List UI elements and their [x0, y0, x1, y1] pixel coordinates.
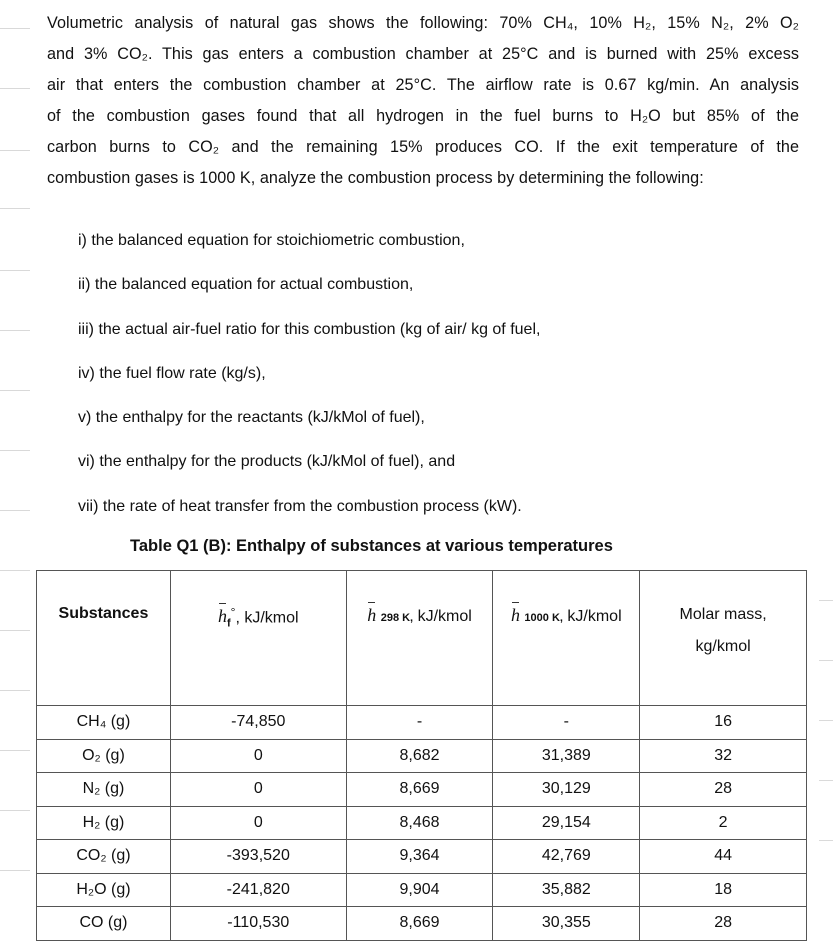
task-text: the fuel flow rate (kg/s), — [99, 364, 266, 382]
task-item — [78, 447, 540, 491]
problem-line: air that enters the combustion chamber at 25°C. The airflow rate is 0.67 kg/min. An analysis — [47, 76, 799, 94]
h-subscript: 1000 K, — [524, 612, 563, 624]
cell-h298: 9,904 — [346, 873, 493, 907]
cell-substance: CH₄ (g) — [37, 706, 171, 740]
table-caption: Table Q1 (B): Enthalpy of substances at various temperatures — [130, 537, 613, 555]
cell-molar: 32 — [640, 739, 807, 773]
table-row — [37, 739, 807, 773]
task-text: the enthalpy for the products (kJ/kMol of fuel), and — [99, 453, 456, 471]
task-text: the actual air-fuel ratio for this combustion (kg of air/ kg of fuel, — [98, 320, 541, 338]
cell-hf: -110,530 — [170, 907, 346, 941]
task-text: the balanced equation for stoichiometric combustion, — [91, 232, 465, 249]
cell-molar: 28 — [640, 773, 807, 807]
table-row — [37, 840, 807, 874]
header-substances-label: Substances — [58, 605, 149, 622]
cell-substance: O₂ (g) — [37, 739, 171, 773]
task-number: v) — [78, 409, 92, 427]
cell-h298: 8,682 — [346, 739, 493, 773]
header-molar-line1: Molar mass, — [679, 606, 767, 623]
task-text: the rate of heat transfer from the combustion process (kW). — [102, 497, 522, 515]
cell-molar: 28 — [640, 907, 807, 941]
cell-hf: -241,820 — [170, 873, 346, 907]
cell-hf: 0 — [170, 739, 346, 773]
cell-hf: -393,520 — [170, 840, 346, 874]
cell-substance: CO₂ (g) — [37, 840, 171, 874]
task-item — [78, 492, 540, 536]
cell-hf: -74,850 — [170, 706, 346, 740]
task-number: iv) — [78, 364, 95, 382]
task-item — [78, 226, 540, 270]
table-row — [37, 873, 807, 907]
cell-h298: 9,364 — [346, 840, 493, 874]
task-item — [78, 403, 540, 447]
header-formation-enthalpy: $h_f^\circ$, kJ/kmol — [170, 571, 346, 706]
problem-line: and 3% CO₂. This gas enters a combustion chamber at 25°C and is burned with 25% excess — [47, 45, 799, 63]
cell-substance: H₂O (g) — [37, 873, 171, 907]
cell-h298: 8,468 — [346, 806, 493, 840]
cell-substance: N₂ (g) — [37, 773, 171, 807]
cell-molar: 16 — [640, 706, 807, 740]
task-number: iii) — [78, 320, 94, 338]
cell-substance: CO (g) — [37, 907, 171, 941]
task-number: vi) — [78, 453, 95, 471]
problem-line: carbon burns to CO₂ and the remaining 15% produces CO. If the exit temperature of the — [47, 138, 799, 156]
header-substances — [37, 571, 171, 706]
cell-molar: 2 — [640, 806, 807, 840]
cell-h1000: 31,389 — [493, 739, 640, 773]
cell-h1000: 42,769 — [493, 840, 640, 874]
header-unit: kJ/kmol — [417, 608, 472, 625]
h-subscript: f — [226, 617, 231, 630]
cell-substance: H₂ (g) — [37, 806, 171, 840]
table-row — [37, 706, 807, 740]
cell-molar: 18 — [640, 873, 807, 907]
task-text: the enthalpy for the reactants (kJ/kMol of fuel), — [95, 409, 425, 427]
cell-h298: 8,669 — [346, 907, 493, 941]
header-unit: kJ/kmol — [567, 608, 622, 625]
table-header-row — [37, 571, 807, 706]
table-row — [37, 907, 807, 941]
header-molar-mass — [640, 571, 807, 706]
enthalpy-table — [36, 570, 807, 941]
header-molar-line2: kg/kmol — [695, 638, 751, 655]
cell-hf: 0 — [170, 773, 346, 807]
task-item — [78, 270, 540, 314]
cell-h1000: 30,355 — [493, 907, 640, 941]
h-bar-symbol: h — [217, 606, 227, 627]
cell-h1000: - — [493, 706, 640, 740]
h-bar-symbol: h — [510, 605, 520, 625]
problem-statement — [47, 8, 799, 194]
cell-h1000: 30,129 — [493, 773, 640, 807]
h-bar-symbol: h — [367, 605, 377, 625]
cell-h1000: 35,882 — [493, 873, 640, 907]
task-text: the balanced equation for actual combustion, — [94, 276, 414, 294]
problem-line: combustion gases is 1000 K, analyze the combustion process by determining the following: — [47, 169, 704, 187]
task-number: i) — [78, 232, 87, 249]
cell-hf: 0 — [170, 806, 346, 840]
table-row — [37, 773, 807, 807]
cell-h1000: 29,154 — [493, 806, 640, 840]
task-number: ii) — [78, 276, 91, 294]
header-unit: , kJ/kmol — [235, 609, 299, 627]
problem-line: Volumetric analysis of natural gas shows the following: 70% CH₄, 10% H₂, 15% N₂, 2% O₂ — [47, 14, 799, 32]
h-subscript: 298 K, — [380, 612, 414, 624]
cell-molar: 44 — [640, 840, 807, 874]
problem-line: of the combustion gases found that all hydrogen in the fuel burns to H₂O but 85% of the — [47, 107, 799, 125]
task-item — [78, 359, 540, 403]
cell-h298: 8,669 — [346, 773, 493, 807]
header-h1000 — [493, 571, 640, 706]
task-item — [78, 315, 540, 359]
header-h298 — [346, 571, 493, 706]
task-list — [78, 226, 540, 536]
table-row — [37, 806, 807, 840]
task-number: vii) — [78, 497, 99, 515]
cell-h298: - — [346, 706, 493, 740]
